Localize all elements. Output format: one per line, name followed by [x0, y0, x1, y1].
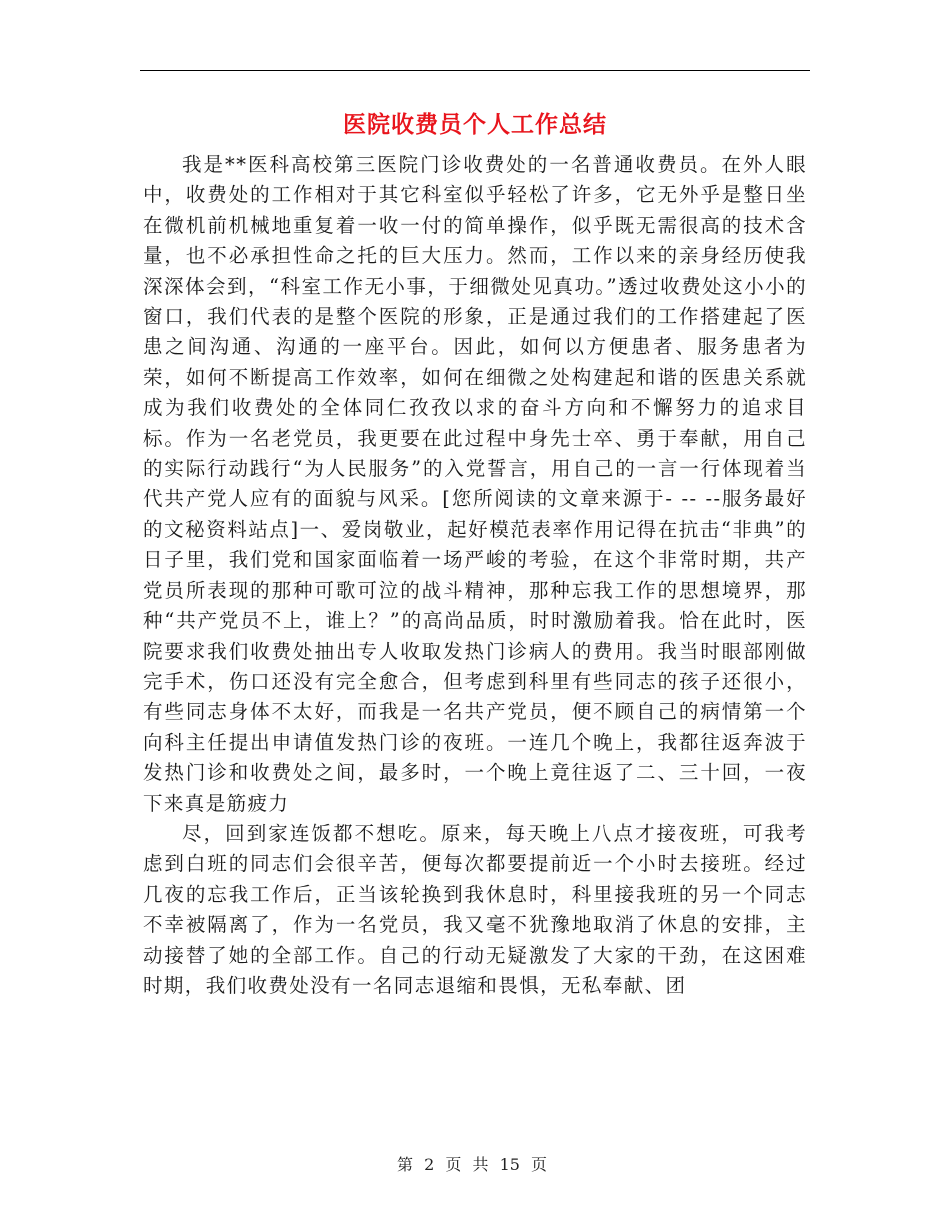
document-title: 医院收费员个人工作总结 [343, 111, 607, 138]
paragraph-1: 我是**医科高校第三医院门诊收费处的一名普通收费员。在外人眼中，收费处的工作相对于其它科室似乎轻松了许多，它无外乎是整日坐在微机前机械地重复着一收一付的简单操作，似乎既无需很高的技术含量，也不必承担性命之托的巨大压力。然而，工作以来的亲身经历使我深深体会到，“科室工作无小事，于细微处见真功。”透过收费处这小小的窗口，我们代表的是整个医院的形象，正是通过我们的工作搭建起了医患之间沟通、沟通的一座平台。因此，如何以方便患者、服务患者为荣，如何不断提高工作效率，如何在细微之处构建起和谐的医患关系就成为我们收费处的全体同仁孜孜以求的奋斗方向和不懈努力的追求目标。作为一名老党员，我更要在此过程中身先士卒、勇于奉献，用自己的实际行动践行“为人民服务”的入党誓言，用自己的一言一行体现着当代共产党人应有的面貌与风采。[您所阅读的文章来源于- -- --服务最好的文秘资料站点]一、爱岗敬业，起好模范表率作用记得在抗击“非典”的日子里，我们党和国家面临着一场严峻的考验，在这个非常时期，共产党员所表现的那种可歌可泣的战斗精神，那种忘我工作的思想境界，那种“共产党员不上，谁上？”的高尚品质，时时激励着我。恰在此时，医院要求我们收费处抽出专人收取发热门诊病人的费用。我当时眼部刚做完手术，伤口还没有完全愈合，但考虑到科里有些同志的孩子还很小，有些同志身体不太好，而我是一名共产党员，便不顾自己的病情第一个向科主任提出申请值发热门诊的夜班。一连几个晚上，我都往返奔波于发热门诊和收费处之间，最多时，一个晚上竟往返了二、三十回，一夜下来真是筋疲力 [143, 153, 807, 815]
footer-total-prefix: 共 [472, 1155, 489, 1174]
paragraph-2: 尽，回到家连饭都不想吃。原来，每天晚上八点才接夜班，可我考虑到白班的同志们会很辛苦，便每次都要提前近一个小时去接班。经过几夜的忘我工作后，正当该轮换到我休息时，科里接我班的另一个同志不幸被隔离了，作为一名党员，我又毫不犹豫地取消了休息的安排，主动接替了她的全部工作。自己的行动无疑激发了大家的干劲，在这困难时期，我们收费处没有一名同志退缩和畏惧，无私奉献、团 [143, 821, 807, 997]
document-body [143, 150, 807, 1001]
footer-total-pages: 15 [499, 1155, 520, 1174]
footer-page-word: 页 [445, 1155, 462, 1174]
page-footer [0, 1153, 950, 1177]
footer-suffix: 页 [531, 1155, 548, 1174]
footer-current-page: 2 [424, 1155, 435, 1174]
header-rule [140, 70, 810, 71]
footer-prefix: 第 [396, 1155, 413, 1174]
